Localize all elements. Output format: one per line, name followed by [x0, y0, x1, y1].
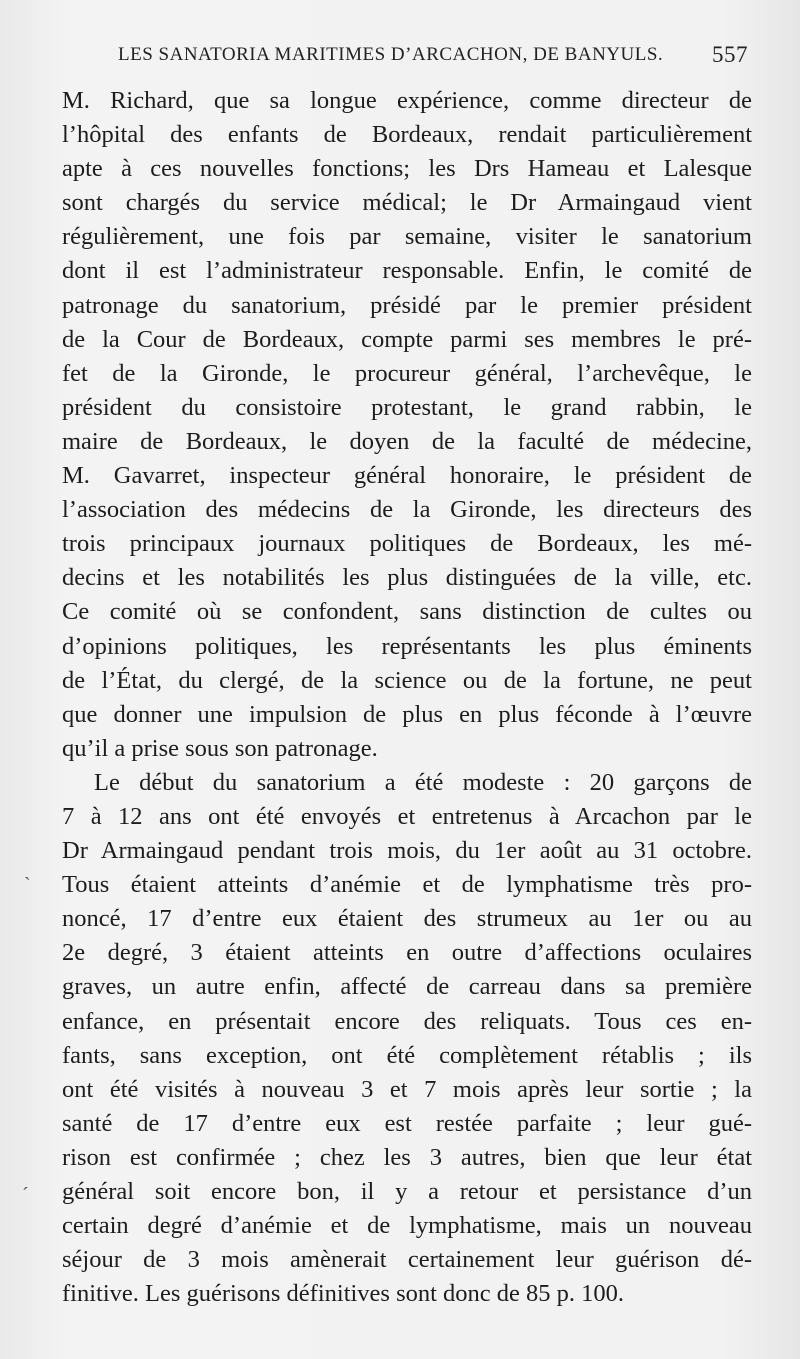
text-line: général soit encore bon, il y a retour et persistance d’un	[62, 1178, 752, 1205]
text-line: ont été visités à nouveau 3 et 7 mois après leur sortie ; la	[62, 1075, 752, 1103]
text-line: patronage du sanatorium, présidé par le premier président	[62, 291, 752, 319]
text-line: Tous étaient atteints d’anémie et de lymphatisme très pro-	[62, 871, 752, 899]
text-line: séjour de 3 mois amènerait certainement leur guérison dé-	[62, 1246, 752, 1274]
paragraph-end-line: finitive. Les guérisons définitives sont donc de 85 p. 100.	[62, 1280, 625, 1308]
text-line: rison est confirmée ; chez les 3 autres, bien que leur état	[62, 1143, 752, 1171]
page-number: 557	[712, 42, 748, 67]
paragraph-end-line: qu’il a prise sous son patronage.	[62, 734, 378, 762]
text-line: graves, un autre enfin, affecté de carreau dans sa première	[62, 973, 752, 1001]
text-line: 7 à 12 ans ont été envoyés et entretenus à Arcachon par le	[62, 802, 752, 830]
text-line: Ce comité où se confondent, sans distinction de cultes ou	[62, 598, 752, 626]
text-line: l’hôpital des enfants de Bordeaux, rendait particulièrement	[62, 121, 752, 149]
text-line: dont il est l’administrateur responsable. Enfin, le comité de	[62, 257, 752, 285]
text-line: d’opinions politiques, les représentants les plus éminents	[62, 632, 752, 660]
margin-mark: ˊ	[22, 1184, 29, 1206]
text-line: M. Richard, que sa longue expérience, comme directeur de	[62, 87, 752, 114]
margin-mark: ˋ	[24, 874, 31, 896]
paragraph-start-line: Le début du sanatorium a été modeste : 20 garçons de	[94, 768, 752, 796]
text-line: decins et les notabilités les plus distinguées de la ville, etc.	[62, 564, 752, 592]
text-line: enfance, en présentait encore des reliquats. Tous ces en-	[62, 1007, 752, 1035]
text-line: M. Gavarret, inspecteur général honoraire, le président de	[62, 462, 752, 490]
body-text	[62, 84, 752, 1311]
text-line: maire de Bordeaux, le doyen de la faculté de médecine,	[62, 427, 752, 455]
text-line: certain degré d’anémie et de lymphatisme, mais un nouveau	[62, 1212, 752, 1240]
text-line: apte à ces nouvelles fonctions; les Drs Hameau et Lalesque	[62, 155, 752, 183]
text-line: que donner une impulsion de plus en plus féconde à l’œuvre	[62, 700, 752, 728]
text-line: régulièrement, une fois par semaine, visiter le sanatorium	[62, 223, 752, 251]
text-line: fet de la Gironde, le procureur général, l’archevêque, le	[62, 359, 752, 387]
text-line: Dr Armaingaud pendant trois mois, du 1er août au 31 octobre.	[62, 837, 752, 865]
text-line: noncé, 17 d’entre eux étaient des strumeux au 1er ou au	[62, 905, 752, 933]
text-line: trois principaux journaux politiques de Bordeaux, les mé-	[62, 530, 752, 558]
text-line: président du consistoire protestant, le grand rabbin, le	[62, 393, 752, 421]
text-line: fants, sans exception, ont été complètement rétablis ; ils	[62, 1041, 752, 1069]
running-title: LES SANATORIA MARITIMES D’ARCACHON, DE BANYULS.	[118, 44, 664, 65]
text-line: de la Cour de Bordeaux, compte parmi ses membres le pré-	[62, 325, 752, 353]
text-line: l’association des médecins de la Gironde, les directeurs des	[62, 496, 752, 524]
running-header	[118, 44, 748, 80]
text-line: santé de 17 d’entre eux est restée parfaite ; leur gué-	[62, 1109, 752, 1137]
text-line: sont chargés du service médical; le Dr Armaingaud vient	[62, 189, 752, 217]
text-line: 2e degré, 3 étaient atteints en outre d’affections oculaires	[62, 939, 752, 967]
text-line: de l’État, du clergé, de la science ou de la fortune, ne peut	[62, 666, 752, 694]
